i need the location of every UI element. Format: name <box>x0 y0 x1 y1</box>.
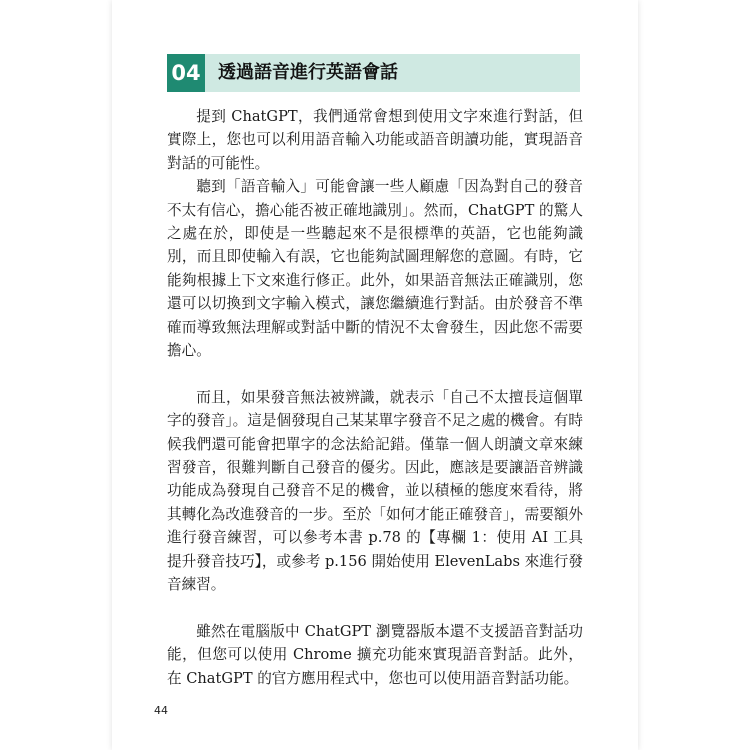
paragraph-2: 聽到「語音輸入」可能會讓一些人顧慮「因為對自己的發音不太有信心，擔心能否被正確地識別」。然而，ChatGPT 的驚人之處在於，即使是一些聽起來不是很標準的英語，它也能夠識別，而且即使輸入有誤，它也能夠試圖理解您的意圖。有時，它能夠根據上下文來進行修正。此外，如果語音無法正確識別，您還可以切換到文字輸入模式，讓您繼續進行對話。由於發音不準確而導致無法理解或對話中斷的情況不太會發生，因此您不需要擔心。 <box>167 178 583 360</box>
paragraph-1: 提到 ChatGPT，我們通常會想到使用文字來進行對話，但實際上，您也可以利用語音輸入功能或語音朗讀功能，實現語音對話的可能性。 <box>167 108 583 172</box>
section-number-badge: 04 <box>167 54 205 92</box>
paragraph-3: 而且，如果發音無法被辨識，就表示「自己不太擅長這個單字的發音」。這是個發現自己某某單字發音不足之處的機會。有時候我們還可能會把單字的念法給記錯。僅靠一個人朗讀文章來練習發音，很難判斷自己發音的優劣。因此，應該是要讓語音辨識功能成為發現自己發音不足的機會，並以積極的態度來看待，將其轉化為改進發音的一步。至於「如何才能正確發音」，需要額外進行發音練習，可以參考本書 p.78 的【專欄 1：使用 AI 工具提升發音技巧】，或參考 p.156 開始使用 ElevenLabs 來進行發音練習。 <box>167 388 583 594</box>
body-text <box>167 105 583 690</box>
page-number: 44 <box>154 704 168 717</box>
section-title: 透過語音進行英語會話 <box>218 62 398 83</box>
paragraph-4: 雖然在電腦版中 ChatGPT 瀏覽器版本還不支援語音對話功能，但您可以使用 Chrome 擴充功能來實現語音對話。此外，在 ChatGPT 的官方應用程式中，您也可以使用語音對話功能。 <box>167 622 583 687</box>
section-header <box>167 54 580 92</box>
